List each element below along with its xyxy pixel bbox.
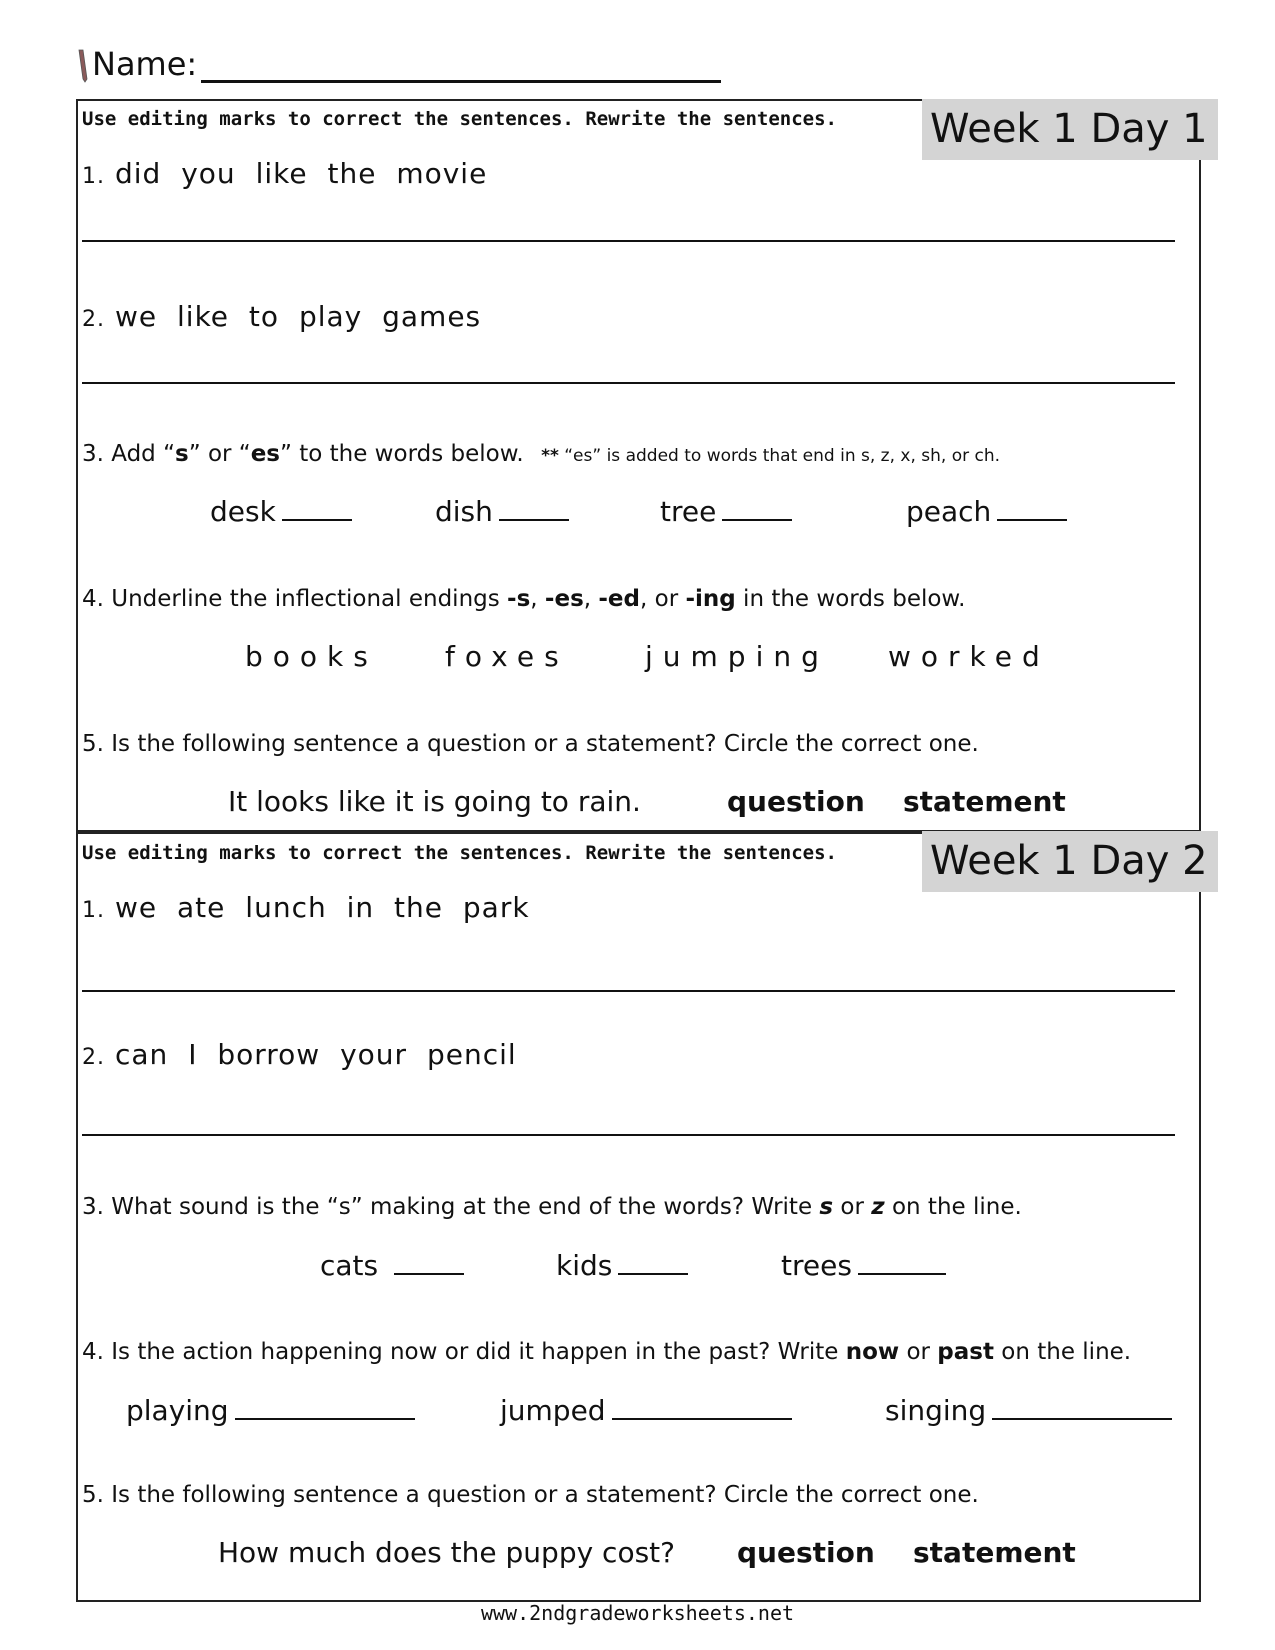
- word-cats: [320, 1249, 464, 1282]
- day2-q4-past: past: [937, 1339, 994, 1365]
- word-cats-label: cats: [320, 1249, 379, 1282]
- word-kids: [556, 1249, 688, 1282]
- word-singing-blank[interactable]: [992, 1394, 1172, 1420]
- day1-q1-answer-line[interactable]: [82, 240, 1175, 242]
- day1-q4-c2: ,: [583, 586, 599, 612]
- ending-s: -s: [507, 586, 531, 612]
- day1-q4-c1: ,: [530, 586, 545, 612]
- word-desk-label: desk: [210, 495, 276, 528]
- pencil-icon: [78, 49, 88, 83]
- day2-tag: Week 1 Day 2: [922, 831, 1218, 892]
- day1-q4-prompt: [82, 586, 965, 612]
- day2-q3-prefix: 3. What sound is the “s” making at the end of the words? Write: [82, 1194, 820, 1220]
- day2-q2-answer-line[interactable]: [82, 1134, 1175, 1136]
- word-dish-blank[interactable]: [499, 495, 569, 521]
- word-books[interactable]: books: [245, 640, 378, 673]
- ending-ing: -ing: [685, 586, 736, 612]
- day1-instruction: Use editing marks to correct the sentences. Rewrite the sentences.: [82, 108, 837, 130]
- day2-q3-z: z: [871, 1194, 885, 1220]
- ending-es: -es: [544, 586, 584, 612]
- day1-q3-stars: **: [541, 446, 559, 466]
- word-cats-blank[interactable]: [394, 1249, 464, 1275]
- day2-q5-sentence: How much does the puppy cost?: [218, 1536, 676, 1569]
- day2-q3-mid: or: [833, 1194, 872, 1220]
- day1-q2-answer-line[interactable]: [82, 382, 1175, 384]
- day1-q3-s: s: [175, 441, 189, 467]
- day2-instruction: Use editing marks to correct the sentences. Rewrite the sentences.: [82, 842, 837, 864]
- name-label: Name:: [92, 45, 198, 83]
- day2-q1: [82, 891, 530, 924]
- day1-tag: Week 1 Day 1: [922, 99, 1218, 160]
- day1-q1: [82, 157, 487, 190]
- word-tree: [660, 495, 792, 528]
- footer-url: www.2ndgradeworksheets.net: [480, 1601, 795, 1625]
- word-worked[interactable]: worked: [888, 640, 1050, 673]
- word-peach-blank[interactable]: [997, 495, 1067, 521]
- day1-q4-prefix: 4. Underline the inflectional endings: [82, 586, 508, 612]
- word-dish-label: dish: [435, 495, 493, 528]
- day2-q4-suffix: on the line.: [993, 1339, 1132, 1365]
- word-jumped-label: jumped: [500, 1394, 606, 1427]
- name-header: [78, 44, 721, 83]
- word-trees-blank[interactable]: [858, 1249, 946, 1275]
- day1-q3-mid: ” or “: [188, 441, 251, 467]
- day1-q2-number: 2.: [82, 307, 105, 332]
- word-playing: [126, 1394, 415, 1427]
- day2-q4-mid: or: [899, 1339, 938, 1365]
- day2-q2-number: 2.: [82, 1045, 105, 1070]
- word-singing-label: singing: [885, 1394, 987, 1427]
- day1-q2-text: we like to play games: [115, 300, 482, 333]
- word-foxes[interactable]: foxes: [445, 640, 569, 673]
- day2-option-statement[interactable]: statement: [913, 1536, 1076, 1569]
- day1-q2: [82, 300, 481, 333]
- day1-option-statement[interactable]: statement: [903, 785, 1066, 818]
- day2-q3-suffix: on the line.: [884, 1194, 1022, 1220]
- word-peach-label: peach: [906, 495, 992, 528]
- word-kids-label: kids: [556, 1249, 613, 1282]
- day2-q1-number: 1.: [82, 898, 105, 923]
- day2-q4-prefix: 4. Is the action happening now or did it happen in the past? Write: [82, 1339, 846, 1365]
- name-input-line[interactable]: [201, 44, 721, 83]
- word-jumped-blank[interactable]: [612, 1394, 792, 1420]
- day1-q1-number: 1.: [82, 164, 105, 189]
- word-peach: [906, 495, 1067, 528]
- word-desk-blank[interactable]: [282, 495, 352, 521]
- word-desk: [210, 495, 352, 528]
- word-playing-label: playing: [126, 1394, 229, 1427]
- word-tree-blank[interactable]: [722, 495, 792, 521]
- word-singing: [885, 1394, 1172, 1427]
- word-jumping[interactable]: jumping: [645, 640, 829, 673]
- day1-q3-prompt: [82, 441, 1000, 467]
- day2-q4-prompt: [82, 1339, 1131, 1365]
- word-playing-blank[interactable]: [235, 1394, 415, 1420]
- day1-q3-note: “es” is added to words that end in s, z, x, sh, or ch.: [564, 446, 1001, 466]
- ending-ed: -ed: [598, 586, 640, 612]
- day1-q5-prompt: 5. Is the following sentence a question or a statement? Circle the correct one.: [82, 731, 979, 757]
- word-tree-label: tree: [660, 495, 717, 528]
- day2-q3-s: s: [819, 1194, 834, 1220]
- day2-q1-answer-line[interactable]: [82, 990, 1175, 992]
- day1-q5-sentence: It looks like it is going to rain.: [228, 785, 641, 818]
- word-trees: [781, 1249, 946, 1282]
- day2-q3-prompt: [82, 1194, 1022, 1220]
- day2-q1-text: we ate lunch in the park: [115, 891, 530, 924]
- word-dish: [435, 495, 569, 528]
- day1-q3-suffix: ” to the words below.: [280, 441, 524, 467]
- day1-q3-es: es: [250, 441, 280, 467]
- day2-q5-prompt: 5. Is the following sentence a question or a statement? Circle the correct one.: [82, 1482, 979, 1508]
- day2-q2-text: can I borrow your pencil: [115, 1038, 517, 1071]
- day2-q2: [82, 1038, 517, 1071]
- day1-q1-text: did you like the movie: [115, 157, 488, 190]
- day1-q4-c3: , or: [640, 586, 686, 612]
- day1-q4-suffix: in the words below.: [735, 586, 966, 612]
- day2-q4-now: now: [845, 1339, 900, 1365]
- day2-option-question[interactable]: question: [737, 1536, 875, 1569]
- day1-option-question[interactable]: question: [727, 785, 865, 818]
- word-kids-blank[interactable]: [618, 1249, 688, 1275]
- day1-q3-prefix: 3. Add “: [82, 441, 176, 467]
- word-trees-label: trees: [781, 1249, 852, 1282]
- word-jumped: [500, 1394, 792, 1427]
